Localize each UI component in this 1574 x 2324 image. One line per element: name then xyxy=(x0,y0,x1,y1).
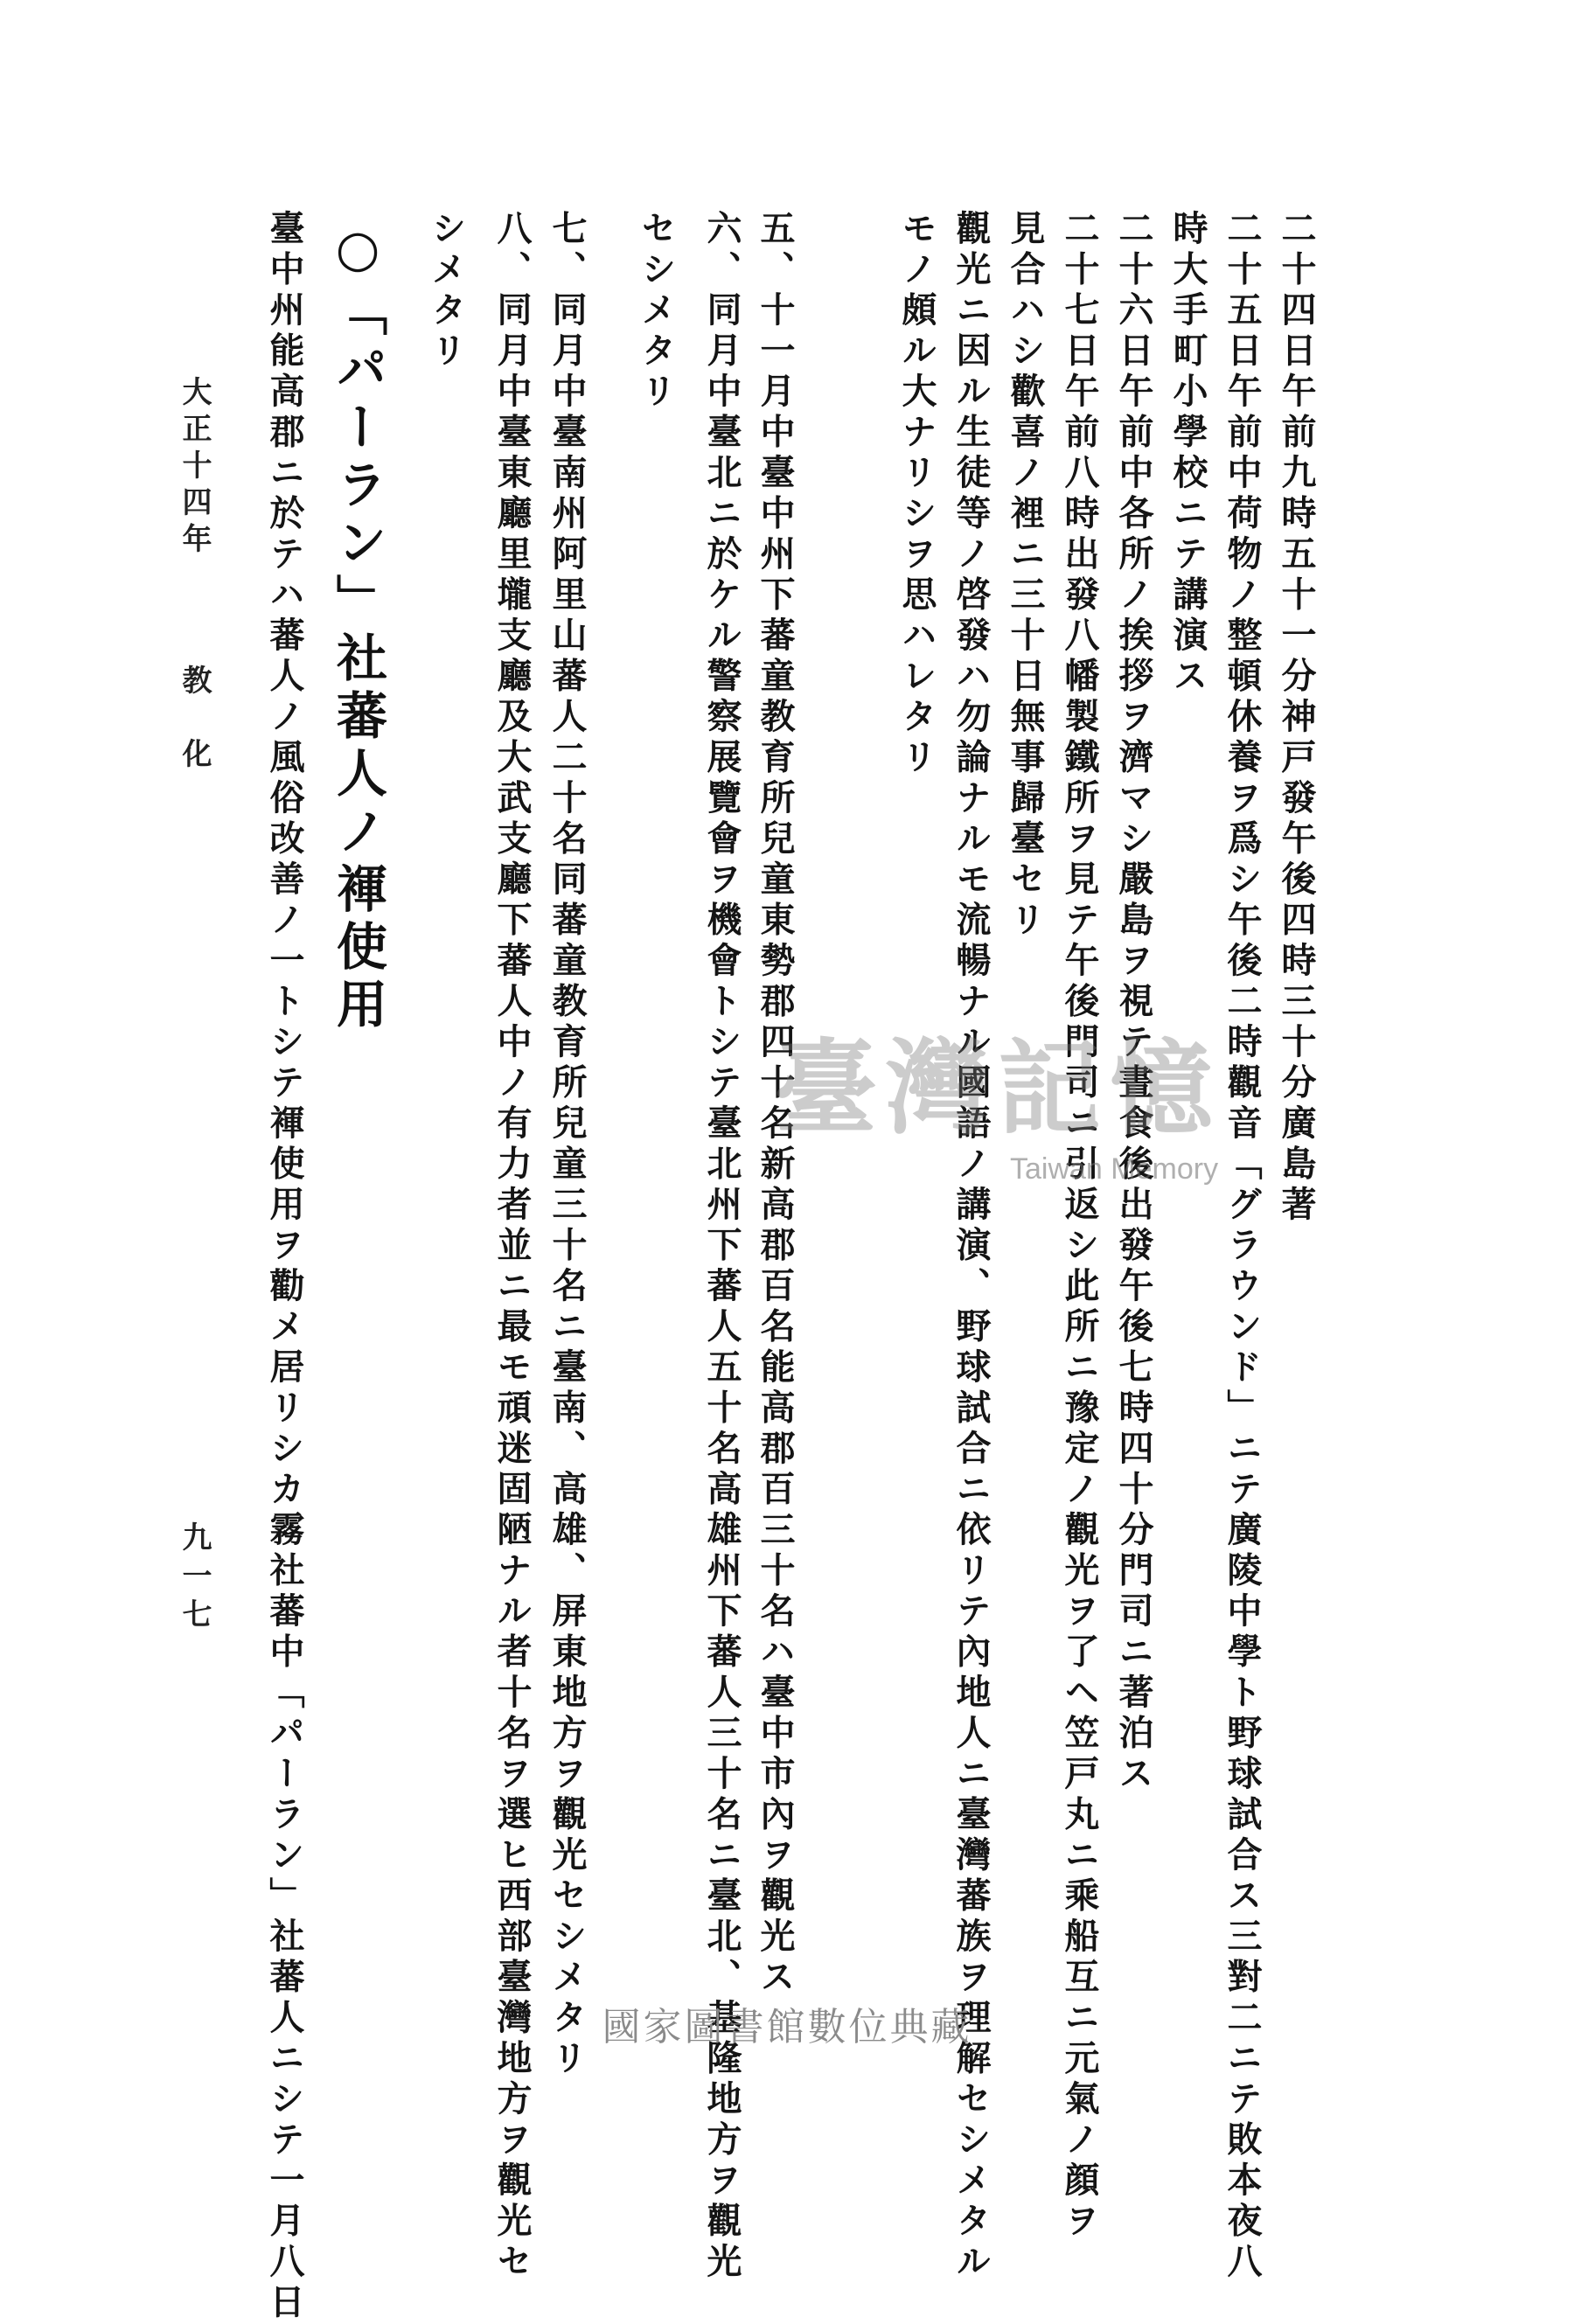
running-title xyxy=(177,376,212,775)
text-line-9: 五、十一月中臺中州下蕃童教育所兒童東勢郡四十名新高郡百名能高郡百三十名ハ臺中市內ヲ觀光ス xyxy=(755,210,796,1999)
watermark-subtitle: Taiwan Memory xyxy=(1010,1152,1219,1186)
text-line-10: 六、同月中臺北ニ於ケル警察展覽會ヲ機會トシテ臺北州下蕃人五十名高雄州下蕃人三十名ニ臺北、基隆地方ヲ觀光 xyxy=(701,210,742,2284)
text-line-3: 時大手町小學校ニテ講演ス xyxy=(1167,210,1208,698)
running-title-era: 大正十四年 xyxy=(177,376,212,560)
text-line-14: シメタリ xyxy=(426,210,467,372)
text-line-1: 二十四日午前九時五十一分神戸發午後四時三十分廣島著 xyxy=(1276,210,1317,1227)
text-line-4: 二十六日午前中各所ノ挨拶ヲ濟マシ嚴島ヲ視テ晝食後出發午後七時四十分門司ニ著泊ス xyxy=(1113,210,1154,1796)
text-line-13: 八、同月中臺東廳里壠支廳及大武支廳下蕃人中ノ有力者並ニ最モ頑迷固陋ナル者十名ヲ選ヒ西部臺灣地方ヲ觀光セ xyxy=(491,210,533,2284)
text-line-11: セシメタリ xyxy=(636,210,677,414)
running-title-section: 教 化 xyxy=(177,664,212,775)
text-line-12: 七、同月中臺南州阿里山蕃人二十名同蕃童教育所兒童三十名ニ臺南、高雄、屏東地方ヲ觀光セシメタリ xyxy=(547,210,588,2080)
text-line-8: モノ頗ル大ナリシヲ思ハレタリ xyxy=(896,210,937,779)
text-line-5: 二十七日午前八時出發八幡製鐵所ヲ見テ午後門司ニ引返シ此所ニ豫定ノ觀光ヲ了ヘ笠戸丸ニ乘船互ニ元氣ノ顔ヲ xyxy=(1059,210,1100,2243)
taiwan-memory-watermark xyxy=(774,1027,1264,1207)
library-footer: 國家圖書館數位典藏 xyxy=(602,2005,972,2049)
text-line-6: 見合ハシ歡喜ノ裡ニ三十日無事歸臺セリ xyxy=(1005,210,1046,942)
text-line-7: 觀光ニ因ル生徒等ノ啓發ハ勿論ナルモ流暢ナル國語ノ講演、野球試合ニ依リテ內地人ニ臺灣蕃族ヲ理解セシメタル xyxy=(951,210,992,2284)
text-line-2: 二十五日午前中荷物ノ整頓休養ヲ爲シ午後二時觀音「グラウンド」ニテ廣陵中學ト野球試合ス三對二ニテ敗本夜八 xyxy=(1222,210,1263,2284)
body-line-1: 臺中州能高郡ニ於テハ蕃人ノ風俗改善ノ一トシテ褌使用ヲ勸メ居リシカ霧社蕃中「パーラン」社蕃人ニシテ一月八日 xyxy=(264,210,305,2324)
page-number: 九一七 xyxy=(177,1521,212,1637)
section-heading: ○「パーラン」社蕃人ノ褌使用 xyxy=(328,219,387,1035)
watermark-title: 臺灣記憶 xyxy=(774,1027,1222,1149)
